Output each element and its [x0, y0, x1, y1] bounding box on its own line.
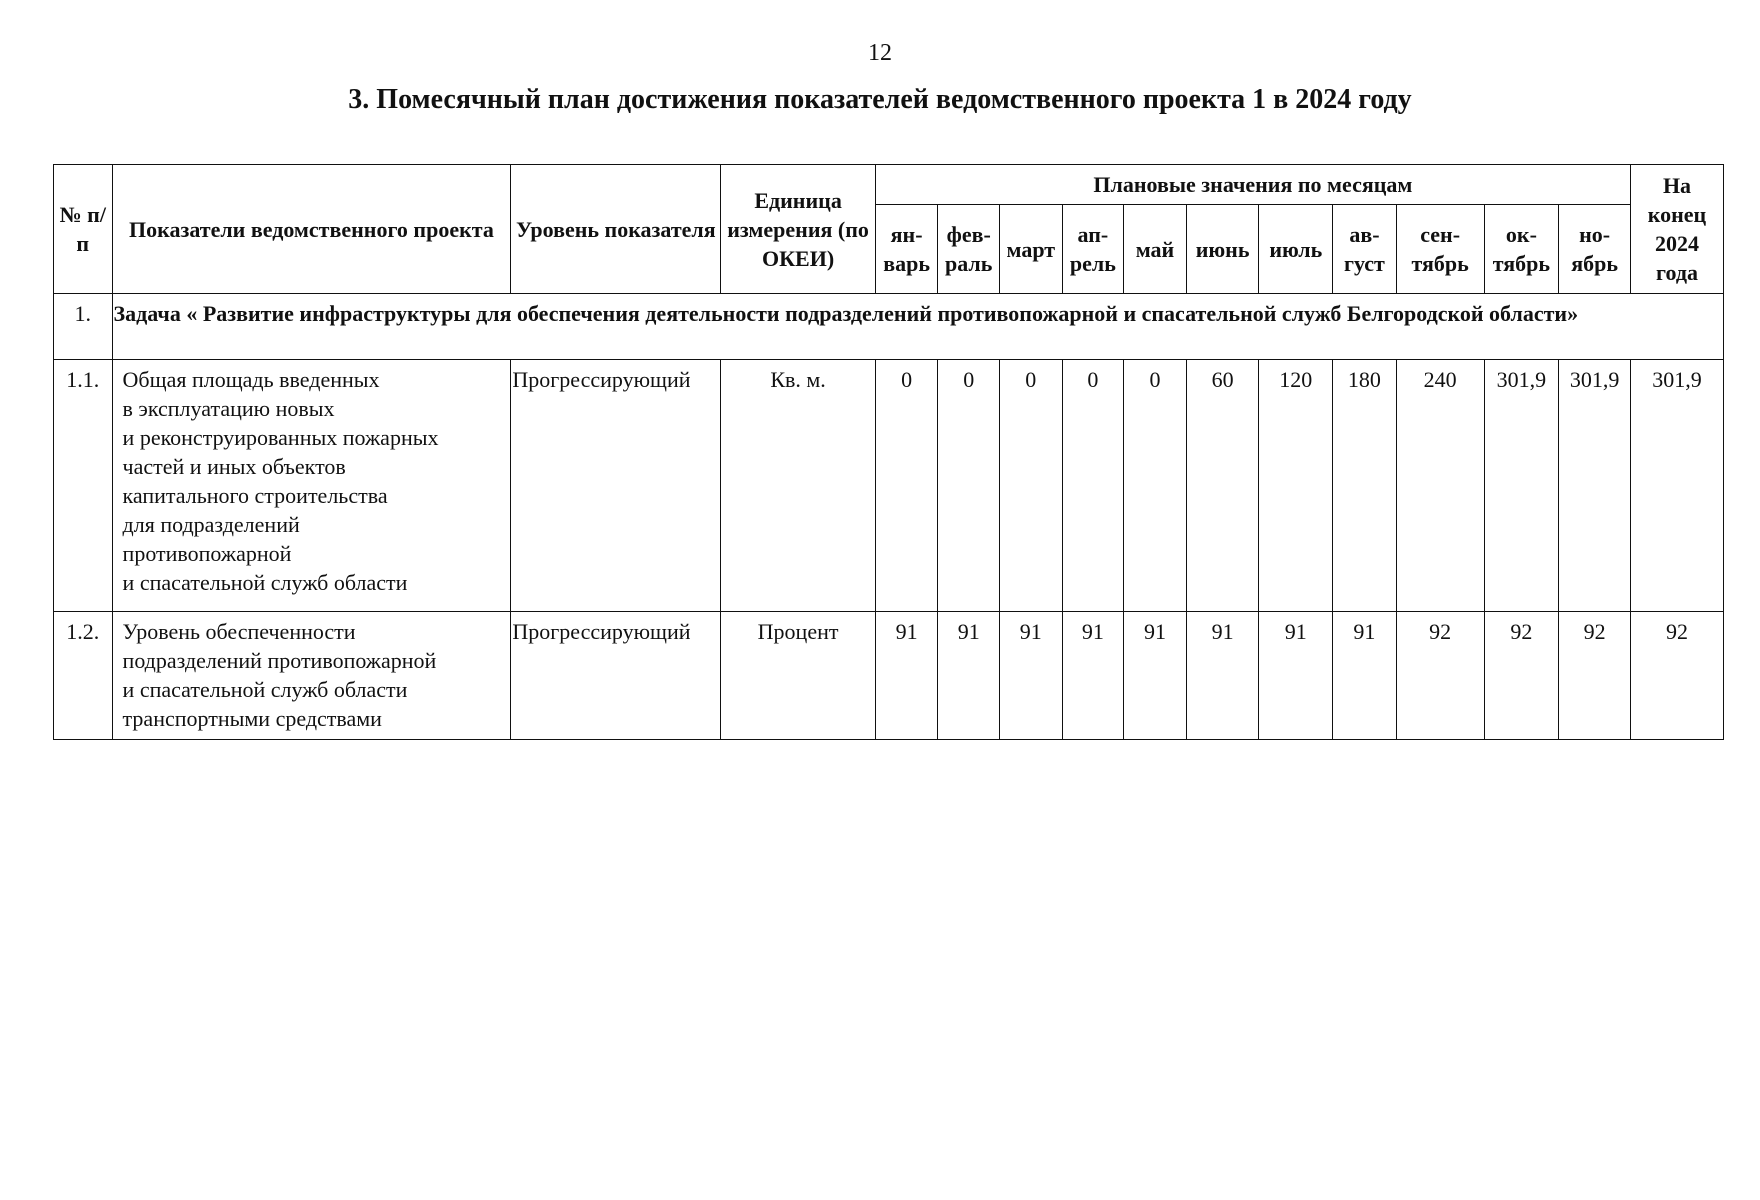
- header-month: ав-густ: [1333, 205, 1397, 294]
- month-value: 240: [1396, 360, 1484, 612]
- indicator-name-line: и реконструированных пожарных: [122, 425, 439, 450]
- indicator-name: [112, 360, 511, 612]
- row-number: 1.2.: [54, 612, 113, 740]
- indicator-name-line: частей и иных объектов: [122, 454, 346, 479]
- table-row: [54, 612, 1724, 740]
- month-value: 91: [938, 612, 1000, 740]
- month-value: 92: [1396, 612, 1484, 740]
- indicator-name-line: противопожарной: [122, 541, 292, 566]
- header-month: ап-рель: [1062, 205, 1124, 294]
- header-unit: Единица измерения (по ОКЕИ): [721, 165, 875, 294]
- page-number: 12: [868, 40, 892, 66]
- month-value: 91: [1259, 612, 1333, 740]
- row-number: 1.1.: [54, 360, 113, 612]
- header-month: ян-варь: [875, 205, 938, 294]
- header-month: май: [1124, 205, 1187, 294]
- header-month: но-ябрь: [1559, 205, 1631, 294]
- month-value: 92: [1559, 612, 1631, 740]
- header-year-end: На конец 2024 года: [1631, 165, 1724, 294]
- table-row: [54, 360, 1724, 612]
- indicator-name: [112, 612, 511, 740]
- month-value: 91: [999, 612, 1062, 740]
- indicator-name-line: и спасательной служб области: [122, 677, 408, 702]
- month-value: 301,9: [1484, 360, 1559, 612]
- month-value: 91: [1186, 612, 1259, 740]
- header-month: июнь: [1186, 205, 1259, 294]
- indicator-name-line: в эксплуатацию новых: [122, 396, 335, 421]
- indicator-unit: Процент: [721, 612, 875, 740]
- month-value: 91: [1062, 612, 1124, 740]
- month-value: 120: [1259, 360, 1333, 612]
- header-level: Уровень показателя: [511, 165, 721, 294]
- task-row: [54, 294, 1724, 360]
- indicator-name-line: Уровень обеспеченности: [122, 619, 356, 644]
- indicator-name-line: и спасательной служб области: [122, 570, 408, 595]
- header-month: фев-раль: [938, 205, 1000, 294]
- header-month: июль: [1259, 205, 1333, 294]
- header-month: ок-тябрь: [1484, 205, 1559, 294]
- task-text: Задача « Развитие инфраструктуры для обеспечения деятельности подразделений противопожарной и спасательной служб Белгородской области»: [112, 294, 1723, 360]
- month-value: 0: [938, 360, 1000, 612]
- month-value: 91: [1124, 612, 1187, 740]
- month-value: 0: [1062, 360, 1124, 612]
- indicator-name-line: капитального строительства: [122, 483, 388, 508]
- header-month: март: [999, 205, 1062, 294]
- month-value: 92: [1484, 612, 1559, 740]
- monthly-plan-table: [53, 164, 1724, 740]
- year-end-value: 301,9: [1631, 360, 1724, 612]
- indicator-name-line: Общая площадь введенных: [122, 367, 380, 392]
- month-value: 0: [999, 360, 1062, 612]
- year-end-value: 92: [1631, 612, 1724, 740]
- month-value: 91: [875, 612, 938, 740]
- indicator-level: Прогрессирующий: [511, 612, 721, 740]
- task-number: 1.: [54, 294, 113, 360]
- document-title: 3. Помесячный план достижения показателей ведомственного проекта 1 в 2024 году: [348, 84, 1412, 115]
- header-indicator: Показатели ведомственного проекта: [112, 165, 511, 294]
- month-value: 0: [875, 360, 938, 612]
- header-month: сен-тябрь: [1396, 205, 1484, 294]
- month-value: 91: [1333, 612, 1397, 740]
- header-monthly-group: Плановые значения по месяцам: [875, 165, 1630, 205]
- month-value: 180: [1333, 360, 1397, 612]
- month-value: 0: [1124, 360, 1187, 612]
- indicator-level: Прогрессирующий: [511, 360, 721, 612]
- indicator-name-line: подразделений противопожарной: [122, 648, 437, 673]
- indicator-name-line: для подразделений: [122, 512, 300, 537]
- header-num: № п/п: [54, 165, 113, 294]
- indicator-unit: Кв. м.: [721, 360, 875, 612]
- month-value: 60: [1186, 360, 1259, 612]
- indicator-name-line: транспортными средствами: [122, 706, 382, 731]
- month-value: 301,9: [1559, 360, 1631, 612]
